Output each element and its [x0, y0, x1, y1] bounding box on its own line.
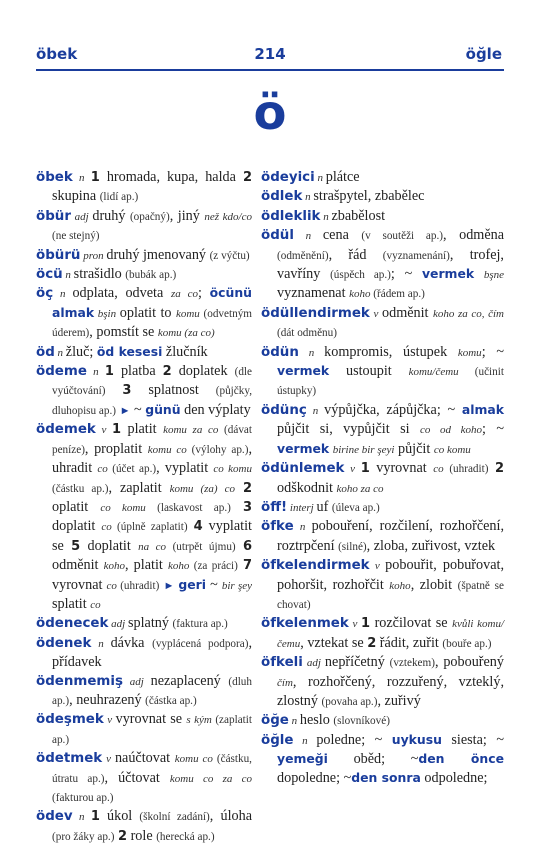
usage-note: (dluh ap.)	[52, 675, 252, 707]
definition-text: výpůjčka, zápůjčka; ~	[324, 401, 462, 418]
definition-text: , odměna	[443, 227, 505, 244]
dictionary-entry	[261, 207, 504, 226]
definition-text: ; ~	[481, 421, 505, 438]
phrase: günü	[145, 401, 181, 417]
definition-text: druhý	[92, 207, 130, 224]
usage-note: (slovníkové)	[333, 715, 390, 728]
usage-note: (utrpět újmu)	[166, 540, 236, 553]
sense-number: 3	[122, 383, 132, 399]
definition-text: ~	[206, 576, 222, 593]
usage-note: (v soutěži ap.)	[361, 230, 444, 243]
grammar-label: koho za co	[336, 482, 384, 495]
definition-text: hromada, kupa, halda	[99, 169, 243, 185]
grammar-label: n	[298, 346, 325, 359]
grammar-label: komu	[175, 307, 200, 320]
dictionary-entry	[36, 207, 252, 246]
definition-text: cena	[322, 227, 362, 244]
grammar-label: n	[288, 715, 300, 728]
grammar-label: n	[86, 366, 105, 379]
grammar-label: n	[314, 172, 326, 184]
headword: ödetmek	[36, 751, 103, 767]
definition-text: doplatit	[80, 537, 139, 554]
dictionary-entry	[261, 517, 504, 556]
grammar-label: bir şey	[221, 579, 253, 592]
grammar-label: co	[97, 463, 108, 476]
sense-number: 1	[90, 809, 100, 825]
grammar-label: n	[53, 288, 73, 301]
sense-number: 2	[242, 480, 252, 496]
usage-note: (řádem ap.)	[370, 288, 425, 301]
definition-text: splatnost	[131, 382, 216, 399]
usage-note: (z výčtu)	[209, 249, 250, 262]
grammar-label: n	[62, 269, 74, 282]
definition-text: ;	[198, 285, 210, 302]
definition-text: , rozhořčený, rozzuřený, vzteklý, zlostný	[277, 673, 504, 709]
sense-number: 1	[90, 170, 100, 185]
grammar-label: interj	[287, 501, 317, 514]
grammar-label: co od koho	[419, 424, 482, 437]
headword: ödenek	[36, 635, 92, 651]
grammar-label: v	[369, 307, 382, 320]
grammar-label: koho	[103, 560, 126, 573]
usage-note: (částku, útratu ap.)	[52, 753, 252, 785]
usage-note: (zaplatit ap.)	[52, 714, 252, 746]
definition-text: vyrovnat se	[115, 711, 187, 728]
headword: ödlek	[261, 189, 303, 205]
definition-text: splatný	[127, 615, 173, 632]
phrase: vermek	[421, 266, 475, 282]
dictionary-entry	[261, 226, 504, 304]
usage-note: (částku ap.)	[52, 482, 109, 495]
definition-text: siesta; ~	[441, 731, 505, 748]
grammar-label: komu/čemu	[408, 366, 459, 379]
section-letter: ö	[253, 85, 287, 141]
grammar-label: koho za co, čím	[432, 307, 505, 320]
grammar-label: v	[344, 463, 361, 476]
dictionary-entry	[36, 710, 252, 749]
grammar-label: komu (za co)	[157, 327, 215, 340]
headword: ödeşmek	[36, 712, 104, 728]
definition-text: , zloba, zuřivost, vztek	[366, 537, 496, 554]
grammar-label: n	[293, 521, 312, 534]
usage-note: (povaha ap.)	[321, 695, 378, 708]
definition-text: vyrovnat	[369, 460, 434, 477]
headword: ödleklik	[261, 208, 321, 224]
definition-text: žlučník	[162, 343, 208, 360]
definition-text: rozčilovat se	[370, 615, 453, 632]
grammar-label: koho	[167, 560, 190, 573]
headword: öbek	[36, 170, 73, 185]
dictionary-entry	[261, 343, 504, 401]
grammar-label: než kdo/co	[204, 210, 252, 223]
dictionary-entry	[261, 459, 504, 498]
grammar-label: n	[72, 172, 91, 184]
definition-text: oplatit	[52, 498, 101, 515]
phrase: vermek	[277, 363, 330, 379]
grammar-label: v	[103, 714, 116, 727]
grammar-label: n	[293, 734, 317, 747]
dictionary-entry	[261, 653, 504, 711]
usage-note: (ne stejný)	[52, 230, 100, 243]
definition-text	[235, 480, 243, 496]
definition-text: poledne; ~	[316, 731, 392, 748]
usage-note: (školní zadání)	[139, 811, 210, 824]
header-first-entry: öbek	[36, 45, 78, 63]
usage-note: (vyznamenání)	[382, 249, 450, 262]
grammar-label: co komu	[433, 443, 471, 456]
sense-number: 1	[111, 422, 122, 438]
definition-text: doplatek	[171, 363, 235, 380]
usage-note: (faktura ap.)	[172, 618, 228, 631]
headword: öfke	[261, 519, 294, 535]
definition-text: , pobouřený	[434, 654, 504, 671]
definition-text: žluč;	[65, 343, 97, 360]
usage-note: (vyplácená podpora)	[152, 637, 249, 650]
dictionary-entry	[261, 711, 504, 730]
definition-text: odměnit	[382, 304, 433, 321]
dictionary-entry	[261, 614, 504, 653]
grammar-label: bşin	[94, 307, 120, 320]
definition-text: , účtovat	[104, 769, 170, 786]
headword: öcü	[36, 267, 63, 283]
definition-text: oplatit to	[119, 304, 176, 321]
headword: ödeyici	[261, 170, 315, 185]
definition-text: , zlobit	[410, 576, 458, 593]
grammar-label: v	[95, 424, 112, 437]
definition-text: den výplaty	[180, 401, 251, 418]
headword: ödemek	[36, 422, 96, 438]
usage-note: (dávat peníze)	[52, 424, 252, 456]
phrase: öcünü almak	[52, 285, 252, 320]
usage-note: (úleva ap.)	[331, 501, 380, 514]
headword: ödenmemiş	[36, 673, 123, 689]
grammar-label: za co	[170, 288, 199, 301]
grammar-label: komu (za) co	[169, 482, 236, 495]
definition-text: , neuhrazený	[69, 691, 146, 708]
definition-text: , zaplatit	[108, 479, 170, 496]
grammar-label: co komu	[213, 463, 252, 476]
usage-note: (pro žáky ap.)	[52, 830, 115, 843]
headword: ödeme	[36, 364, 87, 380]
sense-number: 4	[193, 519, 203, 535]
usage-note: (za práci)	[189, 560, 238, 573]
grammar-label: na co	[138, 540, 167, 553]
definition-text	[231, 499, 243, 515]
usage-note: (bubák ap.)	[125, 269, 177, 282]
grammar-label: n	[54, 346, 66, 359]
headword: öfkelenmek	[261, 616, 349, 632]
headword: öbürü	[36, 247, 81, 263]
headword: ödün	[261, 344, 299, 360]
grammar-label: komu za co	[163, 424, 219, 437]
sense-number: 1	[361, 616, 371, 632]
definition-text: pobouření, rozčilení, rozhořčení, roztrpčení	[277, 518, 505, 554]
definition-text: půjčit si, vypůjčit si	[277, 421, 420, 438]
headword: ödenecek	[36, 616, 109, 632]
grammar-label: n	[320, 210, 332, 223]
grammar-label: n	[302, 191, 314, 204]
grammar-label: co	[101, 521, 112, 534]
header-last-entry: öğle	[465, 45, 502, 63]
definition-text: nezaplacený	[150, 672, 229, 689]
definition-text: ; ~	[481, 343, 504, 360]
usage-note: (výlohy ap.)	[186, 443, 249, 456]
grammar-label: s kým	[186, 714, 212, 727]
dictionary-entry	[36, 420, 252, 614]
grammar-label: koho	[389, 579, 411, 592]
usage-note: (lidí ap.)	[99, 191, 139, 204]
definition-text: , úloha	[209, 808, 252, 825]
grammar-label: kvůli komu/čemu	[277, 618, 504, 650]
definition-text: půjčit	[394, 440, 434, 457]
definition-text: , řád	[328, 246, 383, 263]
phrase: den önce	[418, 751, 504, 767]
definition-text: zbabělost	[331, 207, 386, 224]
phrase: vermek	[277, 440, 330, 456]
dictionary-entry	[36, 284, 252, 342]
headword: ödüllendirmek	[261, 305, 370, 321]
page-number: 214	[254, 45, 286, 63]
dictionary-entry	[261, 187, 504, 206]
phrase: uykusu	[391, 731, 442, 747]
grammar-label: co	[90, 598, 101, 611]
usage-note: (uhradit)	[116, 579, 160, 592]
usage-note: (silné)	[338, 540, 367, 553]
usage-note: (herecká ap.)	[156, 830, 215, 843]
definition-text: odměnit	[52, 557, 104, 574]
dictionary-entry	[36, 614, 252, 633]
definition-text	[105, 382, 122, 398]
grammar-label: n	[91, 637, 111, 650]
headword: öç	[36, 286, 54, 302]
sense-number: 3	[242, 499, 252, 515]
usage-note: (učinit ústupky)	[277, 366, 504, 398]
definition-text: vyplatit se	[52, 518, 252, 554]
grammar-label: komu	[457, 346, 482, 359]
headword: ödünlemek	[261, 461, 345, 477]
grammar-label: adj	[302, 657, 325, 670]
grammar-label: birine bir şeyi	[332, 443, 395, 456]
dictionary-entry	[36, 246, 252, 265]
definition-text: pobouřit, pobuřovat, pohoršit, rozhořčit	[277, 557, 504, 593]
dictionary-entry	[36, 807, 252, 846]
grammar-label: adj	[70, 210, 93, 223]
definition-text: , uhradit	[52, 440, 252, 477]
definition-text: odplata, odveta	[72, 285, 171, 302]
definition-text: uf	[316, 498, 332, 515]
definition-text: odškodnit	[277, 479, 337, 496]
grammar-label: pron	[80, 249, 107, 262]
sense-number: 1	[360, 461, 370, 477]
usage-note: (špatně se chovat)	[277, 579, 504, 611]
definition-text: řádit, zuřit	[376, 634, 443, 651]
header-rule	[36, 69, 504, 71]
definition-text: doplatit	[52, 518, 102, 535]
headword: ödev	[36, 809, 73, 825]
definition-text: dopoledne; ~	[277, 769, 352, 786]
definition-text: druhý jmenovaný	[106, 246, 210, 263]
grammar-label: komu co	[174, 753, 213, 766]
headword: öğe	[261, 713, 289, 729]
sense-number: 2	[162, 364, 172, 380]
definition-text: dávka	[110, 634, 153, 651]
definition-text: ~	[130, 401, 146, 418]
definition-text: naúčtovat	[114, 750, 175, 767]
dictionary-entry	[261, 556, 504, 614]
definition-text: heslo	[299, 712, 334, 729]
headword: öfkeli	[261, 655, 303, 671]
dictionary-entry	[36, 672, 252, 711]
grammar-label: co komu	[100, 501, 146, 514]
grammar-label: adj	[122, 675, 151, 688]
grammar-label: co	[106, 579, 117, 592]
usage-note: (odměnění)	[277, 249, 329, 262]
page-header	[0, 0, 540, 70]
usage-note: (dle vyúčtování)	[52, 366, 252, 398]
grammar-label: co	[433, 463, 444, 476]
grammar-label: komu co	[147, 443, 187, 456]
usage-note: (uhradit)	[443, 463, 489, 476]
definition-text: , trofej, vavříny	[277, 246, 504, 283]
grammar-label: v	[102, 753, 115, 766]
right-column	[261, 168, 504, 787]
dictionary-entry	[36, 749, 252, 807]
definition-text: platba	[113, 363, 163, 380]
definition-text: kompromis, ústupek	[324, 343, 458, 360]
definition-text: strašpytel, zbabělec	[313, 188, 425, 205]
headword: ödünç	[261, 402, 307, 418]
grammar-label: n	[293, 230, 323, 243]
sense-number: 2	[494, 461, 505, 477]
headword: öfkelendirmek	[261, 558, 370, 574]
left-column	[36, 168, 252, 846]
sense-number: 1	[104, 364, 114, 380]
sense-number: 2	[367, 635, 377, 651]
definition-text: role	[127, 827, 157, 844]
phrase-marker-icon: ►	[119, 404, 131, 417]
usage-note: (úplně zaplatit)	[111, 521, 188, 534]
definition-text: úkol	[99, 808, 140, 825]
grammar-label: koho	[349, 288, 371, 301]
phrase: öd kesesi	[96, 343, 163, 359]
dictionary-entry	[36, 362, 252, 420]
definition-text	[474, 266, 484, 282]
headword: öff!	[261, 499, 288, 515]
definition-text: splatit	[52, 595, 91, 612]
usage-note: (účet ap.)	[107, 463, 157, 476]
definition-text: , přídavek	[52, 634, 252, 671]
headword: öd	[36, 344, 55, 360]
sense-number: 2	[242, 170, 252, 185]
definition-text: , proplatit	[84, 440, 148, 457]
dictionary-entry	[36, 168, 252, 207]
usage-note: (fakturou ap.)	[52, 792, 114, 804]
phrase: yemeği	[277, 751, 328, 767]
definition-text: odpoledne;	[420, 769, 488, 786]
usage-note: (opačný)	[129, 210, 170, 223]
usage-note: (úspěch ap.)	[330, 269, 391, 282]
headword: öğle	[261, 732, 294, 748]
definition-text: ; ~	[390, 266, 422, 283]
dictionary-entry	[36, 634, 252, 672]
dictionary-entry	[261, 498, 504, 517]
dictionary-entry	[36, 265, 252, 284]
definition-text: , vyplatit	[156, 460, 214, 477]
sense-number: 7	[242, 558, 253, 574]
dictionary-entry	[36, 343, 252, 362]
definition-text: platit	[121, 421, 164, 438]
headword: öbür	[36, 208, 71, 224]
definition-text: plátce	[325, 169, 360, 185]
definition-text: , jiný	[169, 207, 205, 224]
usage-note: (půjčky, dluhopisu ap.)	[52, 385, 252, 417]
definition-text: vyznamenat	[277, 285, 350, 302]
definition-text: oběd; ~	[327, 751, 419, 768]
dictionary-entry	[261, 304, 504, 343]
phrase-marker-icon: ►	[163, 579, 175, 592]
grammar-label: komu co za co	[169, 772, 253, 785]
definition-text: , pomstít se	[89, 324, 158, 341]
definition-text: skupina	[52, 188, 100, 205]
usage-note: (dát odměnu)	[277, 327, 337, 340]
usage-note: (bouře ap.)	[442, 637, 492, 650]
definition-text: ustoupit	[329, 363, 409, 380]
grammar-label: bşne	[483, 269, 505, 282]
definition-text: strašidlo	[73, 266, 126, 283]
grammar-label: n	[306, 404, 325, 417]
phrase: geri	[178, 576, 207, 592]
dictionary-entry	[261, 401, 504, 459]
phrase: den sonra	[351, 769, 421, 785]
grammar-label: n	[72, 811, 91, 824]
definition-text: , platit	[125, 557, 168, 574]
grammar-label: v	[348, 618, 362, 631]
grammar-label: čím	[277, 676, 293, 689]
sense-number: 2	[117, 828, 128, 844]
sense-number: 6	[242, 538, 252, 554]
definition-text: vyrovnat	[52, 576, 107, 593]
definition-text	[236, 538, 243, 554]
phrase: almak	[461, 401, 504, 417]
dictionary-entry	[261, 168, 504, 187]
grammar-label: v	[369, 560, 386, 573]
usage-note: (laskavost ap.)	[145, 501, 231, 514]
grammar-label: adj	[108, 618, 128, 631]
headword: ödül	[261, 228, 294, 244]
dictionary-entry	[261, 731, 504, 787]
sense-number: 5	[71, 538, 81, 554]
definition-text: , zuřivý	[377, 692, 421, 709]
definition-text: nepříčetný	[324, 654, 390, 671]
definition-text: , vztekat se	[300, 634, 368, 651]
usage-note: (vztekem)	[389, 657, 435, 670]
usage-note: (částka ap.)	[145, 694, 197, 707]
usage-note: (odvetným úderem)	[52, 307, 252, 340]
